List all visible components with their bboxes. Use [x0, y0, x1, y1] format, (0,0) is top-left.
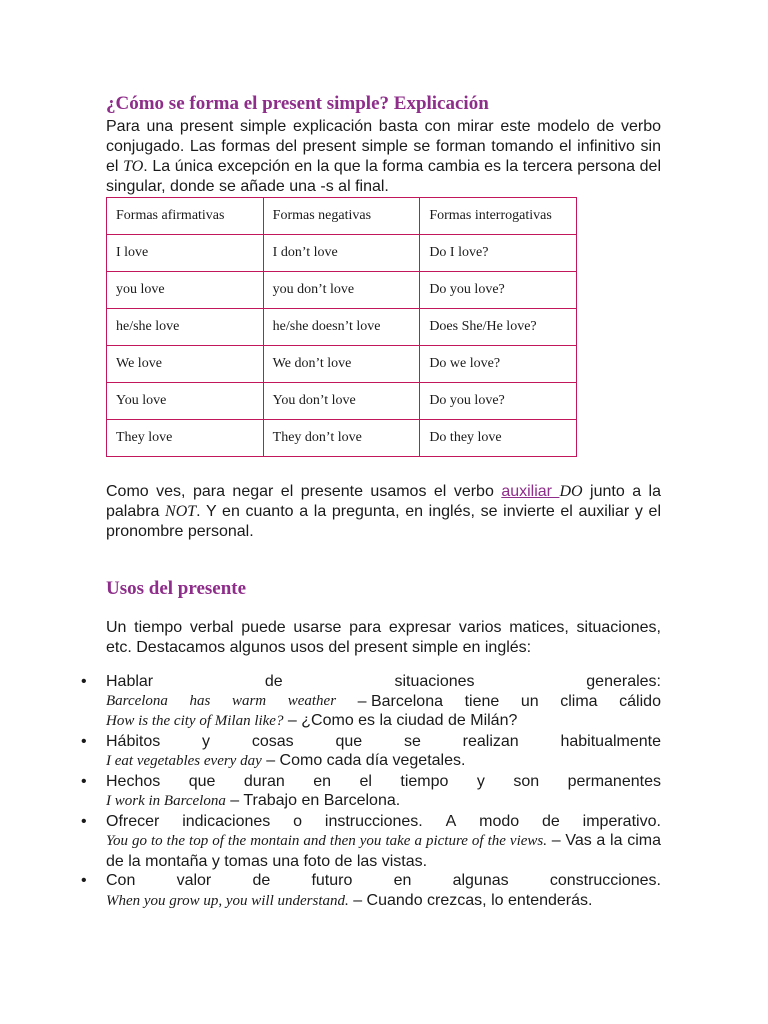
bullet-icon: • — [81, 872, 87, 889]
translation-word: tiene — [464, 692, 500, 710]
use-example-line — [106, 831, 661, 871]
do-word: DO — [559, 483, 583, 500]
table-cell: he/she doesn’t love — [263, 309, 420, 346]
table-row — [107, 309, 577, 346]
use-heading-word: de — [252, 872, 271, 889]
use-heading — [106, 772, 661, 792]
table-cell: I don’t love — [263, 235, 420, 272]
example-word: warm — [231, 692, 267, 709]
bullet-icon: • — [81, 772, 87, 790]
use-heading-word: en — [393, 872, 412, 889]
list-item — [81, 672, 661, 732]
table-cell: They don’t love — [263, 420, 420, 457]
use-example-line — [106, 891, 661, 912]
table-cell: you don’t love — [263, 272, 420, 309]
table-header-cell: Formas interrogativas — [420, 198, 577, 235]
use-heading-word: duran — [243, 772, 285, 790]
table-cell: Do you love? — [420, 272, 577, 309]
auxiliar-link[interactable]: auxiliar — [501, 483, 560, 500]
list-item — [81, 812, 661, 872]
use-heading — [106, 672, 661, 692]
table-cell: Do we love? — [420, 346, 577, 383]
translation-word: un — [520, 692, 539, 710]
table-row — [107, 235, 577, 272]
use-heading — [106, 732, 661, 752]
use-heading-word: tiempo — [400, 772, 449, 790]
use-heading-word: situaciones — [394, 673, 475, 690]
table-cell: You love — [107, 383, 264, 420]
table-cell: Do you love? — [420, 383, 577, 420]
use-heading-word: indicaciones — [182, 812, 271, 830]
table-row — [107, 346, 577, 383]
example-sentence: I eat vegetables every day — [106, 753, 262, 769]
use-heading-word: modo — [479, 812, 520, 830]
use-heading-word: de — [264, 673, 283, 690]
translation-sentence: – Trabajo en Barcelona. — [225, 792, 401, 809]
translation-sentence: – Como cada día vegetales. — [261, 752, 466, 769]
table-cell: Do they love — [420, 420, 577, 457]
translation-sentence: – Cuando crezcas, lo entenderás. — [348, 891, 593, 909]
table-cell: Do I love? — [420, 235, 577, 272]
table-row — [107, 383, 577, 420]
bullet-icon: • — [81, 732, 87, 750]
use-heading-word: Ofrecer — [106, 812, 160, 830]
translation-sentence: – Vas a la cima de la montaña y tomas una foto de las vistas. — [106, 832, 661, 870]
table-cell: Does She/He love? — [420, 309, 577, 346]
example-sentence: How is the city of Milan like? — [106, 713, 284, 729]
use-heading-word: que — [335, 732, 363, 750]
use-heading-word: Hábitos — [106, 732, 161, 750]
use-heading-word: en — [313, 772, 332, 790]
section-title-uses: Usos del presente — [106, 578, 247, 599]
use-heading-word: y — [476, 772, 485, 790]
table-cell: You don’t love — [263, 383, 420, 420]
table-cell: We love — [107, 346, 264, 383]
translation-word: – Barcelona — [357, 692, 443, 710]
table-cell: We don’t love — [263, 346, 420, 383]
conjugation-table — [106, 197, 577, 457]
table-header-row — [107, 198, 577, 235]
use-example-line — [106, 751, 661, 772]
negation-text-a: Como ves, para negar el presente usamos el verbo — [106, 483, 502, 500]
example-sentence: When you grow up, you will understand. — [106, 892, 349, 909]
use-heading-word: y — [202, 732, 211, 750]
translation-sentence: – ¿Como es la ciudad de Milán? — [283, 712, 518, 729]
table-cell: I love — [107, 235, 264, 272]
use-heading-word: Con — [106, 872, 136, 889]
use-example-line — [106, 692, 661, 712]
example-word: Barcelona — [106, 692, 168, 709]
translation-word: clima — [560, 692, 598, 710]
use-heading-word: imperativo. — [582, 812, 661, 830]
table-header-cell: Formas afirmativas — [107, 198, 264, 235]
use-heading — [106, 871, 661, 891]
use-heading-word: algunas — [452, 872, 509, 889]
use-heading-word: el — [359, 772, 372, 790]
use-heading-word: se — [403, 732, 421, 750]
use-heading-word: permanentes — [567, 772, 661, 790]
use-heading-word: instrucciones. — [324, 812, 423, 830]
use-heading-word: habitualmente — [560, 732, 661, 750]
formation-paragraph — [106, 117, 661, 197]
uses-list — [81, 672, 661, 911]
use-heading-word: realizan — [462, 732, 519, 750]
use-heading-word: que — [188, 772, 216, 790]
use-heading-word: Hechos — [106, 772, 161, 790]
use-heading-word: A — [445, 812, 457, 830]
use-heading-word: cosas — [251, 732, 294, 750]
use-heading-word: o — [293, 812, 303, 830]
formation-text-b: . La única excepción en la que la forma cambia es la tercera persona del singular, donde se añade una -s al final. — [106, 158, 662, 195]
table-row — [107, 420, 577, 457]
use-heading-word: generales: — [586, 673, 661, 690]
negation-paragraph — [106, 482, 661, 542]
uses-intro-paragraph: Un tiempo verbal puede usarse para expresar varios matices, situaciones, etc. Destacamos algunos usos del present simple en inglés: — [106, 619, 661, 656]
use-heading-word: futuro — [311, 872, 353, 889]
not-word: NOT — [165, 503, 197, 520]
translation-word: cálido — [619, 692, 661, 710]
example-sentence: You go to the top of the montain and then you take a picture of the views. — [106, 833, 548, 849]
table-row — [107, 272, 577, 309]
use-heading-word: son — [513, 772, 540, 790]
to-word: TO — [123, 158, 144, 175]
example-sentence: I work in Barcelona — [106, 793, 226, 809]
list-item — [81, 772, 661, 812]
negation-text-b: junto a la palabra — [106, 483, 661, 520]
table-cell: you love — [107, 272, 264, 309]
list-item — [81, 732, 661, 772]
example-word: weather — [287, 692, 337, 709]
negation-text-c: . Y en cuanto a la pregunta, en inglés, se invierte el auxiliar y el pronombre personal. — [106, 503, 661, 540]
use-example-line — [106, 711, 661, 732]
use-heading-word: Hablar — [106, 673, 154, 690]
use-heading-word: de — [542, 812, 560, 830]
example-word: has — [189, 692, 211, 709]
bullet-icon: • — [81, 673, 87, 690]
list-item — [81, 871, 661, 911]
use-heading-word: valor — [176, 872, 212, 889]
use-heading — [106, 812, 661, 832]
use-heading-word: construcciones. — [549, 872, 661, 889]
bullet-icon: • — [81, 812, 87, 830]
section-title-formation: ¿Cómo se forma el present simple? Explicación — [106, 93, 489, 114]
table-cell: They love — [107, 420, 264, 457]
table-cell: he/she love — [107, 309, 264, 346]
table-header-cell: Formas negativas — [263, 198, 420, 235]
formation-text-a: Para una present simple explicación basta con mirar este modelo de verbo conjugado. Las formas del present simple se forman tomando el infinitivo sin el — [106, 118, 661, 175]
use-example-line — [106, 791, 661, 812]
